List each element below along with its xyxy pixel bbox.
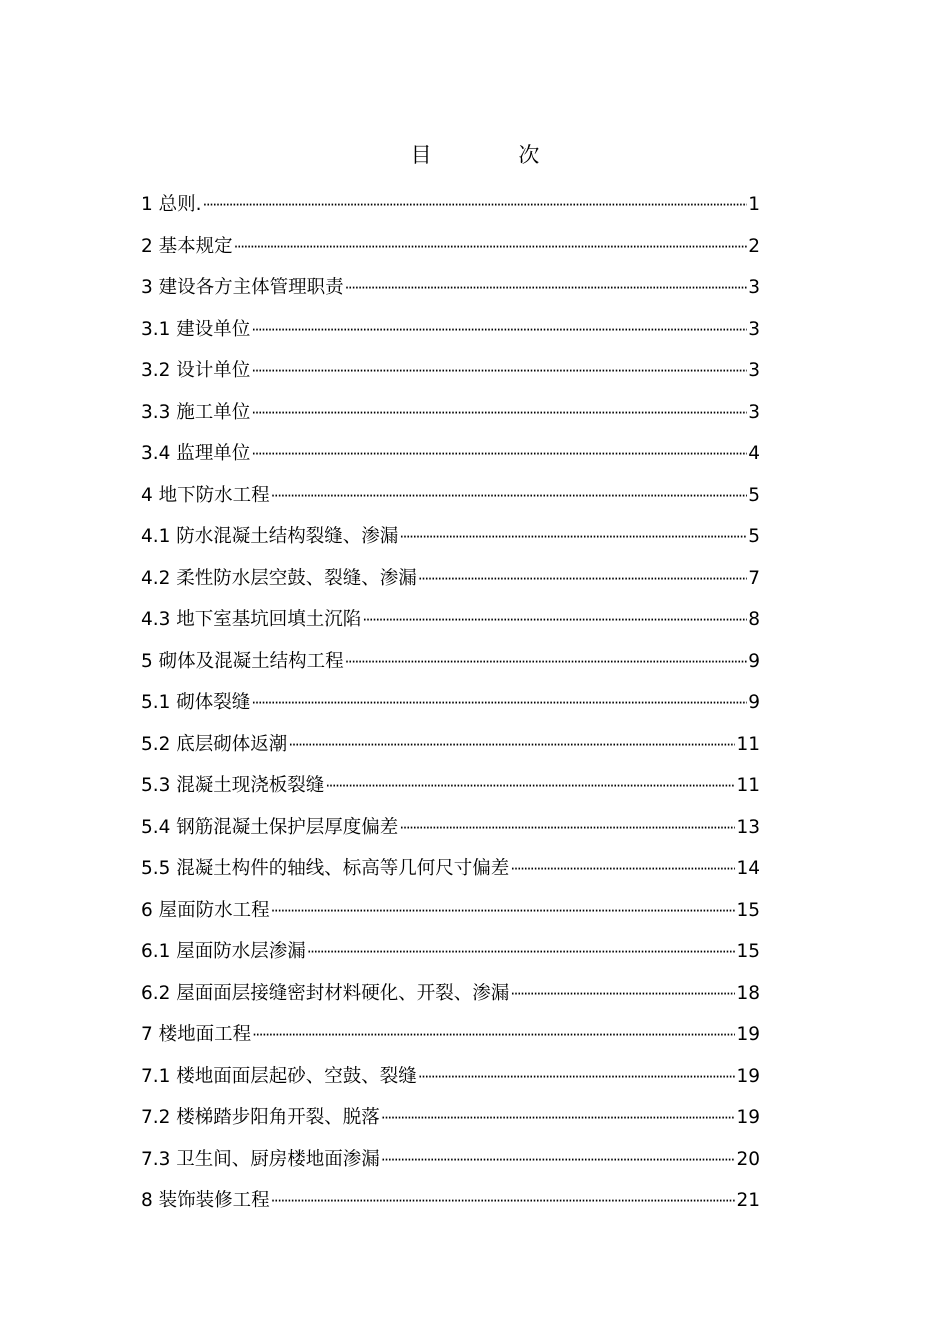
- toc-entry-page-number: 19: [736, 1065, 760, 1087]
- toc-entry-label: 7.2 楼梯踏步阳角开裂、脱落: [141, 1107, 380, 1128]
- toc-entry-label: 4.3 地下室基坑回填土沉陷: [141, 609, 362, 630]
- toc-entry-label: 5.1 砌体裂缝: [141, 692, 251, 713]
- toc-dot-leader: [234, 232, 748, 262]
- toc-entry-page-number: 19: [736, 1107, 760, 1128]
- toc-entry-page-number: 3: [748, 401, 760, 423]
- toc-entry-page-number: 1: [748, 194, 760, 215]
- toc-entry-label: 2 基本规定: [141, 235, 233, 257]
- toc-entry-page-number: 18: [736, 982, 760, 1004]
- toc-entry-page-number: 15: [736, 899, 760, 921]
- toc-entry-page-number: 2: [748, 235, 760, 257]
- toc-entry: [141, 564, 760, 606]
- toc-entry: [141, 232, 760, 274]
- toc-entry-label: 6.1 屋面防水层渗漏: [141, 941, 306, 962]
- toc-entry: [141, 1103, 760, 1145]
- toc-entry-page-number: 20: [736, 1148, 760, 1170]
- toc-dot-leader: [381, 1103, 736, 1133]
- toc-entry-label: 8 装饰装修工程: [141, 1190, 270, 1211]
- toc-dot-leader: [399, 522, 747, 552]
- toc-dot-leader: [251, 439, 747, 469]
- toc-dot-leader: [345, 647, 748, 677]
- toc-entry-label: 6.2 屋面面层接缝密封材料硬化、开裂、渗漏: [141, 982, 510, 1004]
- toc-entry-page-number: 3: [748, 360, 760, 381]
- toc-dot-leader: [381, 1145, 736, 1175]
- toc-entry-page-number: 9: [748, 650, 760, 672]
- toc-dot-leader: [325, 771, 735, 801]
- toc-entry-label: 1 总则.: [141, 194, 202, 215]
- toc-entry: [141, 854, 760, 896]
- toc-entry-label: 5.4 钢筋混凝土保护层厚度偏差: [141, 816, 399, 838]
- toc-entry-label: 5 砌体及混凝土结构工程: [141, 650, 344, 672]
- toc-entry-label: 6 屋面防水工程: [141, 899, 270, 921]
- toc-entry-page-number: 19: [736, 1024, 760, 1045]
- toc-entry-label: 3 建设各方主体管理职责: [141, 277, 344, 298]
- toc-entry: [141, 356, 760, 398]
- toc-dot-leader: [307, 937, 736, 967]
- toc-dot-leader: [251, 688, 747, 718]
- toc-entry-label: 3.1 建设单位: [141, 318, 251, 340]
- toc-entry: [141, 481, 760, 523]
- toc-dot-leader: [418, 564, 747, 594]
- toc-entry: [141, 896, 760, 938]
- toc-dot-leader: [271, 896, 736, 926]
- toc-entry-page-number: 9: [748, 692, 760, 713]
- toc-entry-label: 4.1 防水混凝土结构裂缝、渗漏: [141, 526, 399, 547]
- toc-entry: [141, 1020, 760, 1062]
- toc-entry-label: 7 楼地面工程: [141, 1024, 252, 1045]
- toc-entry: [141, 813, 760, 855]
- toc-dot-leader: [271, 481, 748, 511]
- toc-entry-label: 5.5 混凝土构件的轴线、标高等几何尺寸偏差: [141, 858, 510, 879]
- toc-entry-page-number: 21: [736, 1190, 760, 1211]
- toc-entry: [141, 730, 760, 772]
- toc-entry-page-number: 4: [748, 443, 760, 464]
- toc-entry-label: 7.1 楼地面面层起砂、空鼓、裂缝: [141, 1065, 417, 1087]
- toc-dot-leader: [399, 813, 735, 843]
- toc-entry-label: 3.3 施工单位: [141, 401, 251, 423]
- toc-entry-page-number: 7: [748, 567, 760, 589]
- toc-entry: [141, 1062, 760, 1104]
- toc-entry-label: 7.3 卫生间、厨房楼地面渗漏: [141, 1148, 380, 1170]
- toc-entry-page-number: 8: [748, 609, 760, 630]
- toc-entry-page-number: 13: [736, 816, 760, 838]
- toc-entry: [141, 647, 760, 689]
- toc-entry-page-number: 5: [748, 526, 760, 547]
- toc-entry-label: 4 地下防水工程: [141, 484, 270, 506]
- toc-entry: [141, 688, 760, 730]
- toc-entry: [141, 1186, 760, 1228]
- toc-entry-page-number: 11: [736, 733, 760, 755]
- toc-entry: [141, 937, 760, 979]
- toc-entry: [141, 1145, 760, 1187]
- toc-entry: [141, 979, 760, 1021]
- toc-entry-page-number: 15: [736, 941, 760, 962]
- toc-dot-leader: [510, 979, 735, 1009]
- toc-entry-page-number: 3: [748, 277, 760, 298]
- toc-entry-page-number: 5: [748, 484, 760, 506]
- toc-dot-leader: [510, 854, 735, 884]
- toc-dot-leader: [203, 190, 748, 220]
- toc-entry-label: 5.2 底层砌体返潮: [141, 733, 288, 755]
- toc-dot-leader: [345, 273, 748, 303]
- toc-entry: [141, 190, 760, 232]
- toc-dot-leader: [251, 315, 747, 345]
- toc-entry: [141, 439, 760, 481]
- toc-entry: [141, 315, 760, 357]
- toc-entry-page-number: 3: [748, 318, 760, 340]
- toc-list: [141, 190, 760, 1228]
- toc-entry-page-number: 11: [736, 775, 760, 796]
- toc-dot-leader: [288, 730, 735, 760]
- toc-dot-leader: [271, 1186, 736, 1216]
- toc-dot-leader: [251, 398, 747, 428]
- toc-entry: [141, 398, 760, 440]
- toc-title: 目 次: [410, 143, 580, 167]
- toc-entry-page-number: 14: [736, 858, 760, 879]
- toc-dot-leader: [418, 1062, 736, 1092]
- toc-entry-label: 3.2 设计单位: [141, 360, 251, 381]
- toc-entry: [141, 273, 760, 315]
- toc-entry: [141, 771, 760, 813]
- toc-entry: [141, 522, 760, 564]
- toc-entry: [141, 605, 760, 647]
- toc-entry-label: 5.3 混凝土现浇板裂缝: [141, 775, 325, 796]
- toc-entry-label: 3.4 监理单位: [141, 443, 251, 464]
- toc-dot-leader: [251, 356, 747, 386]
- toc-dot-leader: [362, 605, 747, 635]
- toc-dot-leader: [252, 1020, 735, 1050]
- toc-entry-label: 4.2 柔性防水层空鼓、裂缝、渗漏: [141, 567, 417, 589]
